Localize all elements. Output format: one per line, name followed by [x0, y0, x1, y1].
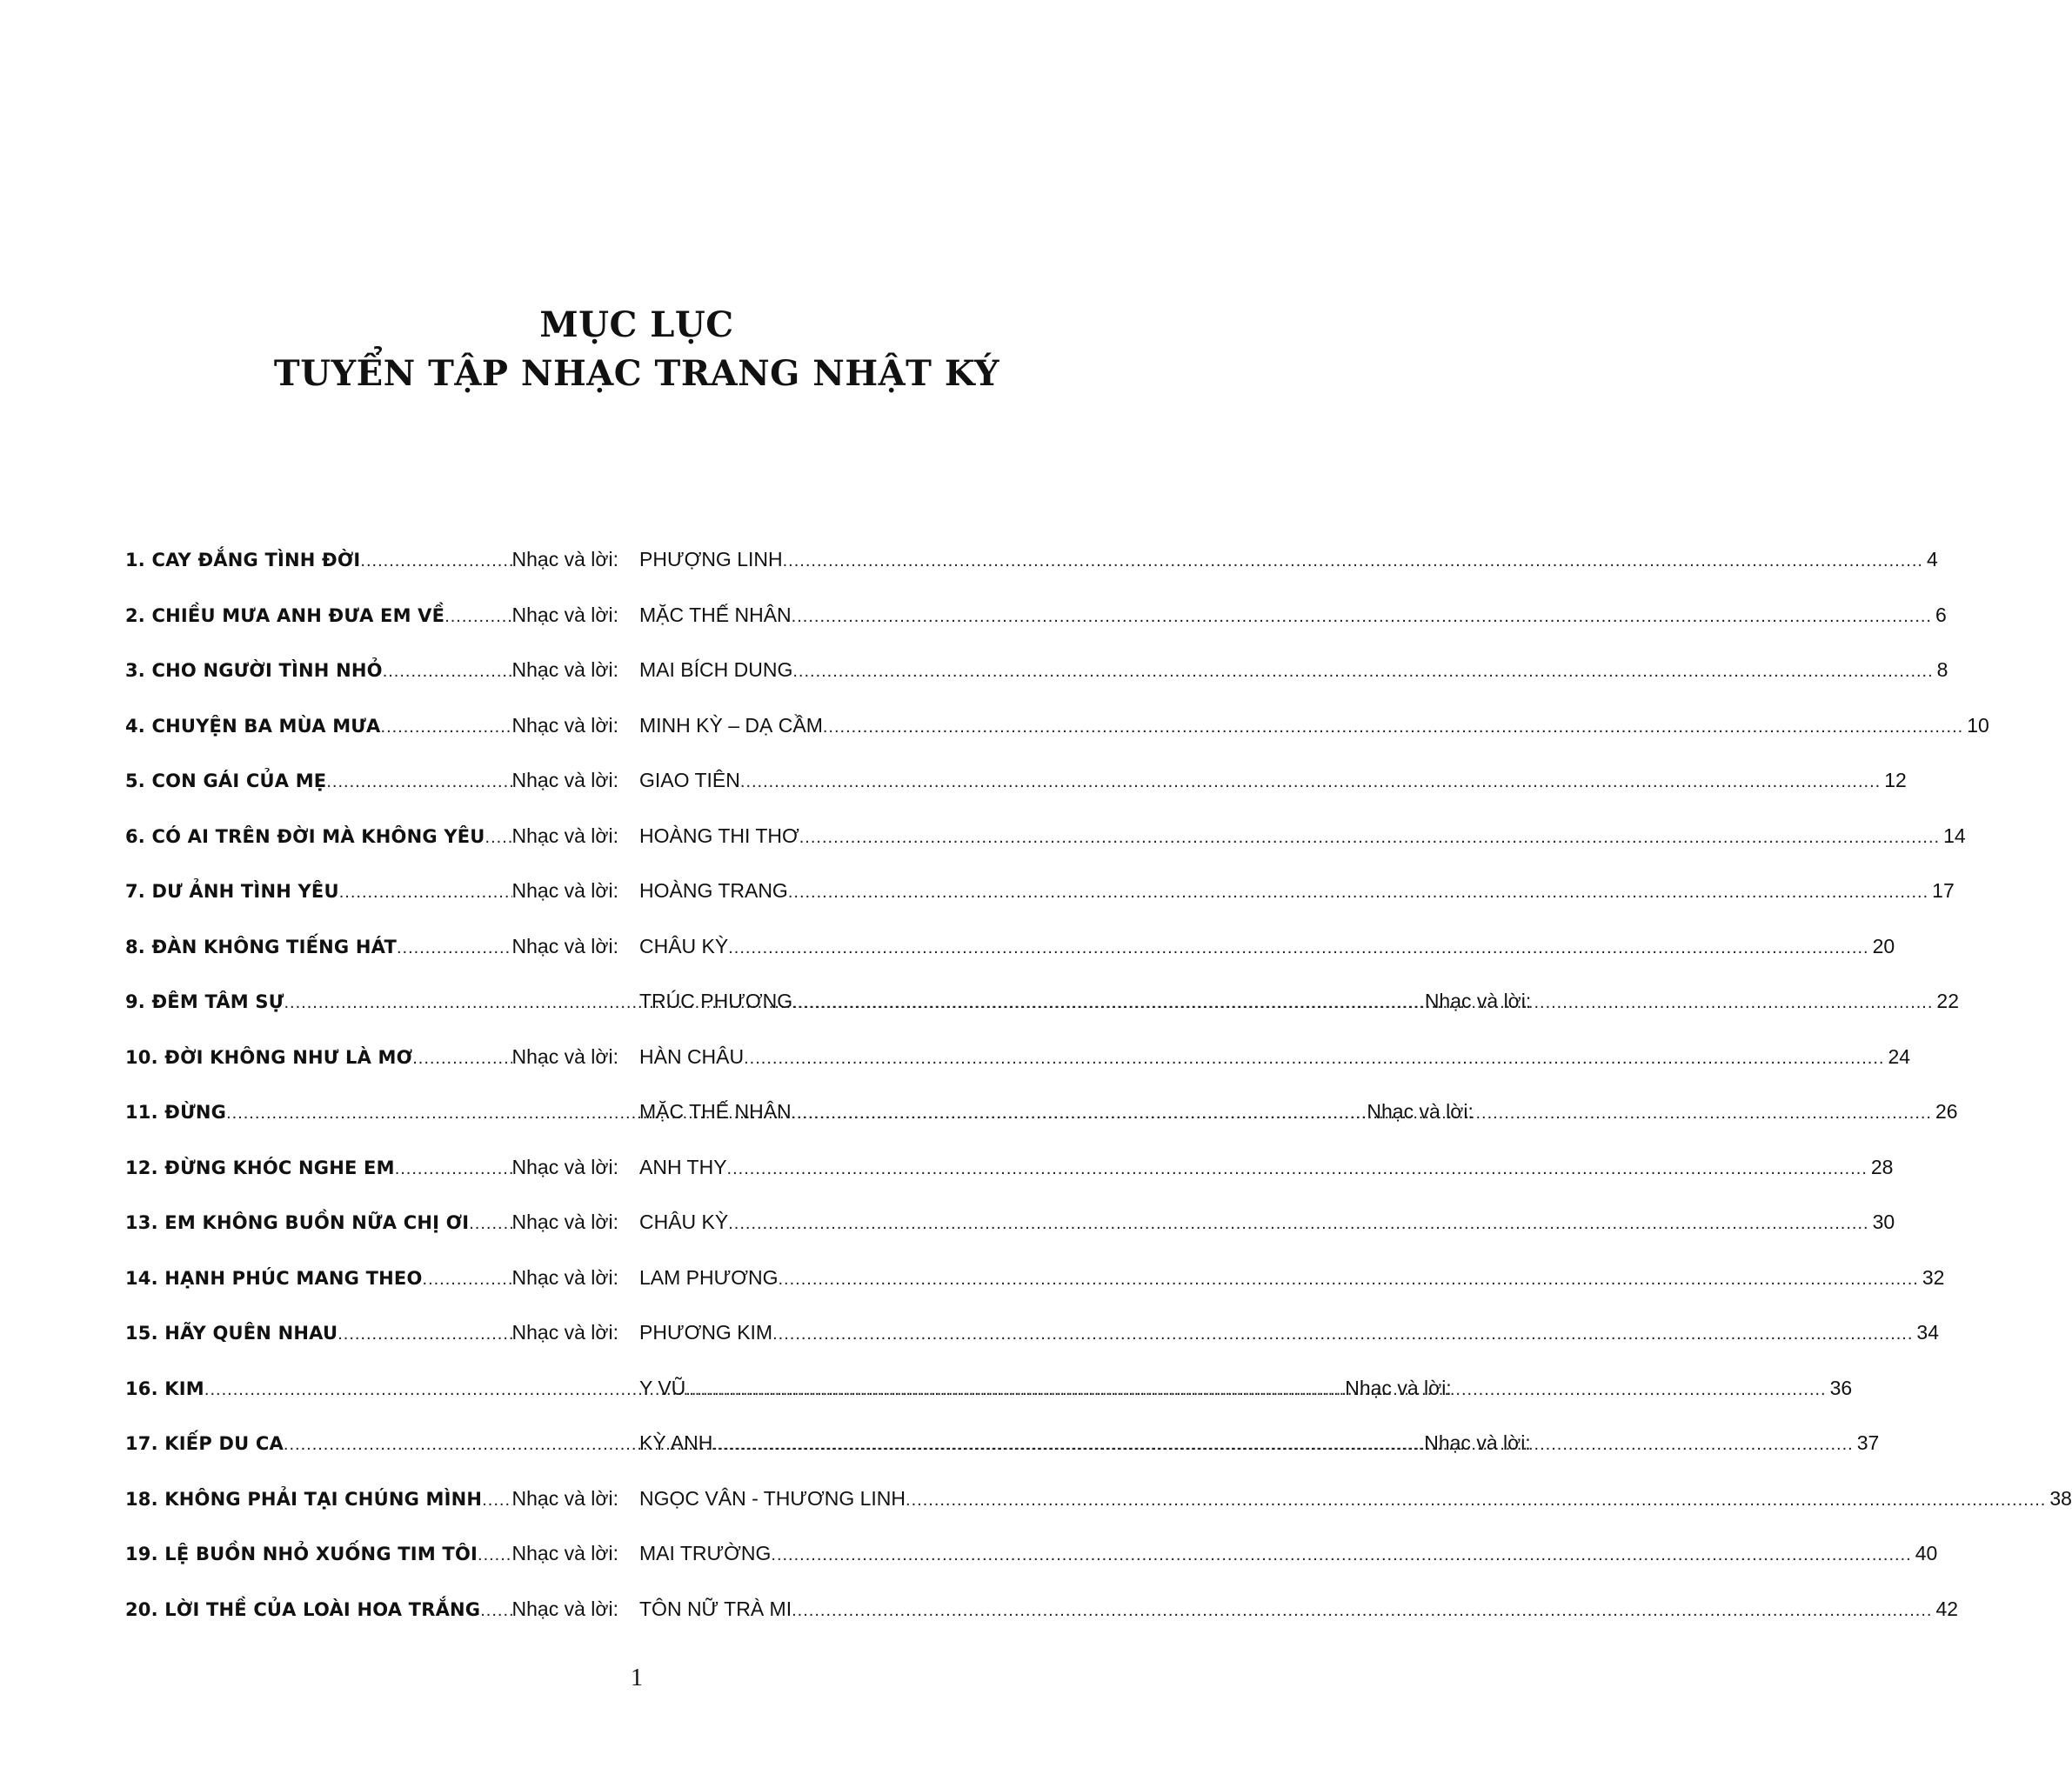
entry-page-number: 40 [1915, 1542, 1938, 1565]
entry-page-number: 20 [1872, 934, 1895, 957]
toc-entry-left [125, 714, 618, 737]
toc-entry [125, 1526, 1938, 1582]
dot-leader [772, 1324, 1913, 1344]
toc-entry [125, 532, 1938, 588]
toc-entry [125, 1140, 1894, 1196]
dot-leader [397, 938, 512, 958]
credit-label: Nhạc và lời: [511, 769, 618, 792]
song-title: 6. CÓ AI TRÊN ĐỜI MÀ KHÔNG YÊU [125, 825, 485, 847]
toc-entry [125, 1471, 2072, 1527]
toc-entry [125, 1195, 1895, 1251]
composer-name: MINH KỲ – DẠ CẦM [639, 713, 823, 737]
collection-title: TUYỂN TẬP NHẠC TRANG NHẬT KÝ [273, 353, 1000, 394]
entry-page-number: 26 [1935, 1100, 1958, 1124]
dot-leader [712, 1435, 1853, 1455]
toc-entry-left [125, 1211, 618, 1234]
toc-entry-right [639, 1542, 1937, 1565]
toc-entry [125, 1416, 1880, 1471]
table-of-contents [125, 532, 2072, 1637]
dot-leader [799, 828, 1940, 848]
toc-entry [125, 753, 1907, 809]
dot-leader [339, 883, 512, 903]
credit-label: Nhạc và lời: [511, 879, 618, 903]
entry-page-number: 36 [1829, 1376, 1853, 1399]
credit-label: Nhạc và lời: [511, 1542, 618, 1565]
toc-entry-right [639, 604, 1947, 627]
dot-leader [326, 772, 511, 792]
credit-label: Nhạc và lời: [511, 1321, 618, 1344]
song-title: 18. KHÔNG PHẢI TẠI CHÚNG MÌNH [125, 1488, 483, 1510]
toc-entry-right [639, 879, 1955, 903]
toc-entry-right [639, 548, 1938, 571]
toc-entry-right [639, 1156, 1893, 1179]
toc-entry-right [639, 1431, 1879, 1455]
composer-name: HOÀNG THI THƠ [639, 824, 799, 847]
composer-name: LAM PHƯƠNG [639, 1265, 779, 1289]
composer-name: CHÂU KỲ [639, 1211, 729, 1234]
toc-entry [125, 698, 1989, 754]
song-title: 7. DƯ ẢNH TÌNH YÊU [125, 881, 339, 903]
song-title: 15. HÃY QUÊN NHAU [125, 1323, 338, 1344]
credit-label: Nhạc và lời: [511, 1265, 618, 1289]
song-title: 20. LỜI THỀ CỦA LOÀI HOA TRẮNG [125, 1598, 481, 1620]
toc-heading [0, 301, 1273, 398]
entry-page-number: 30 [1872, 1211, 1895, 1234]
credit-label: Nhạc và lời: [511, 713, 618, 737]
dot-leader [792, 1104, 1932, 1124]
toc-entry-right [639, 1045, 1910, 1069]
toc-entry [125, 974, 1960, 1030]
toc-entry-left [125, 1266, 618, 1290]
song-title: 10. ĐỜI KHÔNG NHƯ LÀ MƠ [125, 1046, 413, 1068]
composer-name: KỲ ANH [639, 1431, 713, 1455]
credit-label: Nhạc và lời: [511, 824, 618, 847]
composer-name: MAI TRƯỜNG [639, 1542, 772, 1565]
toc-entry [125, 588, 1947, 644]
toc-entry-right [639, 769, 1907, 792]
toc-entry-left [125, 658, 618, 682]
toc-entry-right [639, 1377, 1852, 1400]
composer-name: PHƯỢNG LINH [639, 548, 783, 571]
dot-leader [792, 607, 1932, 627]
dot-leader [381, 717, 512, 737]
song-title: 5. CON GÁI CỦA MẸ [125, 770, 327, 792]
toc-entry-left [125, 1598, 618, 1621]
song-title: 16. KIM [125, 1377, 204, 1399]
dot-leader [444, 607, 511, 627]
dot-leader [395, 1159, 512, 1179]
toc-entry [125, 809, 1966, 864]
dot-leader [728, 1214, 1868, 1234]
toc-entry-right [639, 1598, 1958, 1621]
toc-entry-left [125, 1156, 618, 1179]
toc-entry-left [125, 824, 618, 848]
dot-leader [783, 551, 1923, 571]
composer-name: MẶC THẾ NHÂN [639, 603, 792, 626]
entry-page-number: 24 [1888, 1044, 1911, 1068]
composer-name: MẶC THẾ NHÂN [639, 1100, 792, 1124]
toc-entry-left [125, 879, 618, 903]
toc-entry [125, 643, 1948, 698]
song-title: 11. ĐỪNG [125, 1102, 227, 1124]
toc-entry-left [125, 1045, 618, 1069]
song-title: 19. LỆ BUỒN NHỎ XUỐNG TIM TÔI [125, 1544, 478, 1565]
dot-leader [788, 883, 1928, 903]
credit-label: Nhạc và lời: [1424, 990, 1532, 1013]
entry-page-number: 14 [1943, 824, 1966, 847]
dot-leader [779, 1270, 1919, 1290]
dot-leader [792, 993, 1933, 1013]
entry-page-number: 17 [1932, 879, 1955, 903]
composer-name: HÀN CHÂU [639, 1044, 745, 1068]
dot-leader [360, 551, 511, 571]
entry-page-number: 22 [1936, 990, 1960, 1013]
dot-leader [823, 717, 1963, 737]
entry-page-number: 28 [1870, 1155, 1894, 1178]
credit-label: Nhạc và lời: [511, 658, 618, 682]
toc-entry-right [639, 658, 1948, 682]
composer-name: PHƯƠNG KIM [639, 1321, 773, 1344]
composer-name: CHÂU KỲ [639, 934, 729, 957]
dot-leader [412, 1049, 511, 1069]
composer-name: GIAO TIÊN [639, 769, 740, 792]
toc-entry-right [639, 824, 1966, 848]
composer-name: NGỌC VÂN - THƯƠNG LINH [639, 1486, 906, 1510]
dot-leader [383, 662, 512, 682]
credit-label: Nhạc và lời: [1367, 1100, 1474, 1124]
credit-label: Nhạc và lời: [511, 548, 618, 571]
dot-leader [727, 1159, 1868, 1179]
song-title: 3. CHO NGƯỜI TÌNH NHỎ [125, 660, 383, 682]
toc-entry [125, 919, 1895, 975]
composer-name: ANH THY [639, 1155, 727, 1178]
toc-entry [125, 1030, 1911, 1085]
toc-entry [125, 1251, 1945, 1306]
toc-entry-left [125, 604, 618, 627]
dot-leader [469, 1214, 511, 1234]
song-title: 1. CAY ĐẮNG TÌNH ĐỜI [125, 550, 361, 571]
song-title: 17. KIẾP DU CA [125, 1433, 284, 1455]
composer-name: TÔN NỮ TRÀ MI [639, 1597, 792, 1620]
composer-name: TRÚC PHƯƠNG [639, 990, 793, 1013]
toc-entry-right [639, 1321, 1939, 1344]
entry-page-number: 10 [1967, 713, 1989, 737]
dot-leader [338, 1324, 511, 1344]
entry-page-number: 4 [1926, 548, 1938, 571]
dot-leader [478, 1545, 512, 1565]
page-number: 1 [631, 1664, 643, 1691]
dot-leader [906, 1491, 2046, 1511]
toc-entry-left [125, 769, 618, 792]
song-title: 13. EM KHÔNG BUỒN NỮA CHỊ ƠI [125, 1212, 470, 1234]
dot-leader [744, 1049, 1884, 1069]
toc-entry-left [125, 1321, 618, 1344]
toc-entry-right [639, 990, 1959, 1013]
toc-entry-right [639, 714, 1989, 737]
dot-leader [685, 1380, 1826, 1400]
toc-entry-left [125, 1487, 618, 1511]
toc-entry-left [125, 1542, 618, 1565]
toc-entry-right [639, 935, 1895, 958]
dot-leader [728, 938, 1868, 958]
credit-label: Nhạc và lời: [511, 1486, 618, 1510]
song-title: 12. ĐỪNG KHÓC NGHE EM [125, 1157, 395, 1178]
toc-entry [125, 1084, 1958, 1140]
toc-entry-right [639, 1266, 1944, 1290]
song-title: 9. ĐÊM TÂM SỰ [125, 991, 284, 1013]
entry-page-number: 12 [1884, 769, 1907, 792]
credit-label: Nhạc và lời: [1345, 1376, 1452, 1399]
composer-name: MAI BÍCH DUNG [639, 658, 793, 682]
composer-name: HOÀNG TRANG [639, 879, 788, 903]
entry-page-number: 6 [1935, 603, 1947, 626]
toc-entry [125, 864, 1955, 919]
toc-entry [125, 1582, 1959, 1638]
entry-page-number: 8 [1936, 658, 1948, 682]
dot-leader [740, 772, 1881, 792]
toc-entry-right [639, 1100, 1958, 1124]
toc-entry [125, 1305, 1940, 1361]
credit-label: Nhạc và lời: [511, 934, 618, 957]
credit-label: Nhạc và lời: [1424, 1431, 1531, 1455]
composer-name: Y VŨ [639, 1376, 686, 1399]
toc-entry-right [639, 1211, 1895, 1234]
song-title: 8. ĐÀN KHÔNG TIẾNG HÁT [125, 936, 397, 957]
toc-title: MỤC LỤC [539, 304, 734, 345]
dot-leader [485, 828, 512, 848]
song-title: 14. HẠNH PHÚC MANG THEO [125, 1267, 423, 1289]
credit-label: Nhạc và lời: [511, 603, 618, 626]
song-title: 4. CHUYỆN BA MÙA MƯA [125, 715, 381, 737]
credit-label: Nhạc và lời: [511, 1155, 618, 1178]
entry-page-number: 37 [1856, 1431, 1880, 1455]
dot-leader [771, 1545, 1911, 1565]
entry-page-number: 38 [2049, 1486, 2072, 1510]
toc-entry-right [639, 1487, 2072, 1511]
toc-entry-left [125, 548, 618, 571]
entry-page-number: 42 [1935, 1597, 1959, 1620]
dot-leader [792, 1601, 1932, 1621]
credit-label: Nhạc và lời: [511, 1044, 618, 1068]
credit-label: Nhạc và lời: [511, 1597, 618, 1620]
dot-leader [792, 662, 1933, 682]
toc-entry [125, 1361, 1853, 1417]
dot-leader [480, 1601, 511, 1621]
toc-entry-left [125, 935, 618, 958]
song-title: 2. CHIỀU MƯA ANH ĐƯA EM VỀ [125, 604, 445, 626]
dot-leader [482, 1491, 511, 1511]
entry-page-number: 32 [1922, 1265, 1945, 1289]
dot-leader [423, 1270, 512, 1290]
entry-page-number: 34 [1916, 1321, 1940, 1344]
credit-label: Nhạc và lời: [511, 1211, 618, 1234]
